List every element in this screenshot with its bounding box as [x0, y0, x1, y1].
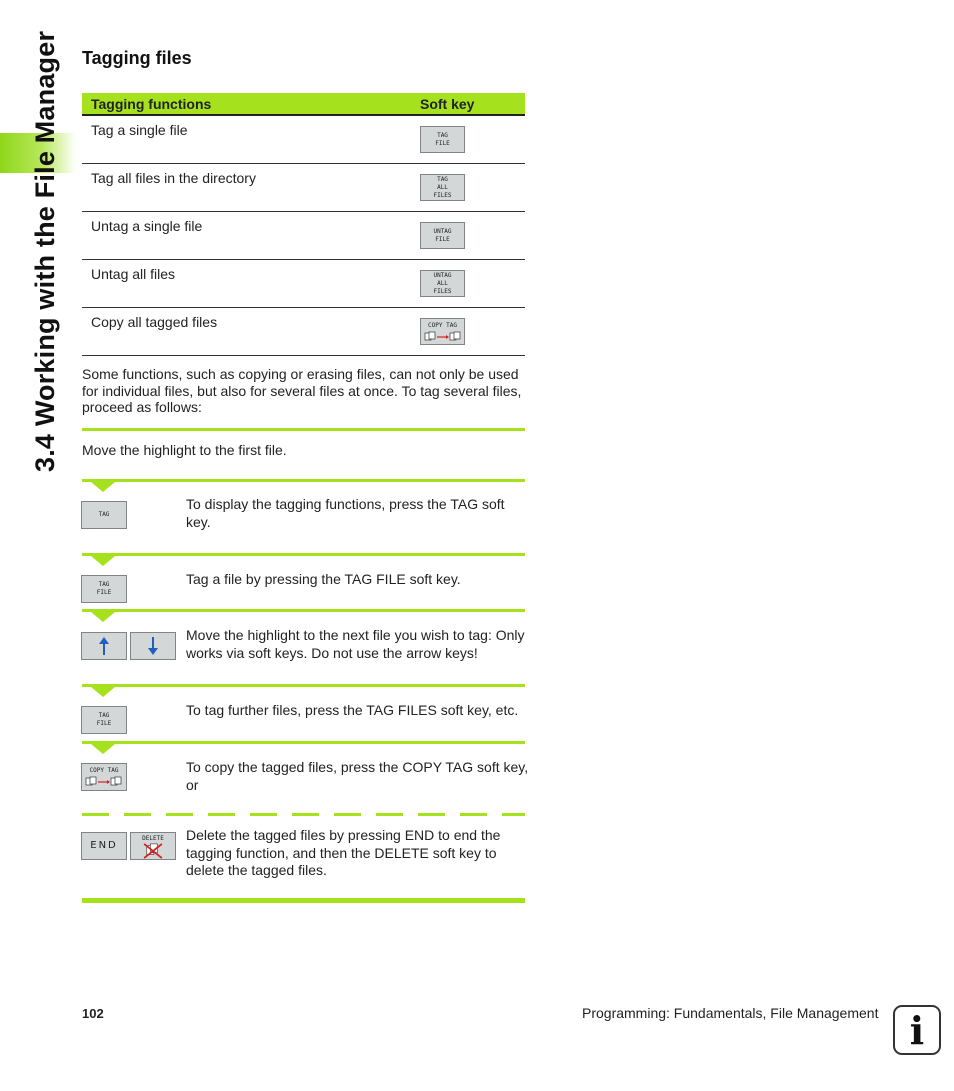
tag-file-softkey[interactable] — [81, 575, 127, 603]
tagging-functions-table — [82, 93, 525, 356]
tag-file-softkey[interactable] — [81, 706, 127, 734]
softkey-line: FILE — [96, 720, 112, 727]
softkey-line: TAG — [98, 511, 110, 518]
arrow-up-icon — [97, 636, 111, 656]
softkey-line: UNTAG — [433, 271, 452, 279]
arrow-up-key[interactable] — [81, 632, 127, 660]
copy-tag-softkey[interactable] — [81, 763, 127, 791]
step-move-next: Move the highlight to the next file you wish to tag: Only works via soft keys. Do not use the arrow keys! — [186, 627, 525, 661]
tag-softkey[interactable] — [81, 501, 127, 529]
end-key-label: END — [90, 840, 118, 851]
softkey-line: TAG — [437, 131, 448, 139]
function-label: Copy all tagged files — [91, 314, 218, 330]
copy-files-icon — [423, 330, 463, 342]
step-divider — [82, 741, 525, 744]
chapter-side-title: 3.4 Working with the File Manager — [30, 30, 60, 472]
softkey-line: COPY TAG — [89, 767, 119, 774]
end-divider — [82, 898, 525, 903]
arrow-down-icon — [146, 636, 160, 656]
table-row — [82, 308, 525, 356]
section-title: Tagging files — [82, 48, 192, 68]
softkey-line: FILES — [433, 287, 452, 295]
table-row — [82, 212, 525, 260]
softkey-line: FILE — [435, 139, 450, 147]
step-move-first: Move the highlight to the first file. — [82, 442, 287, 458]
softkey-line: FILES — [433, 191, 452, 199]
softkey-line: COPY TAG — [428, 322, 457, 329]
header-softkey: Soft key — [420, 95, 475, 112]
step-arrow-icon — [91, 556, 115, 566]
arrow-down-key[interactable] — [130, 632, 176, 660]
table-row — [82, 116, 525, 164]
step-arrow-icon — [91, 482, 115, 492]
softkey-line: TAG — [98, 712, 110, 719]
info-icon: i — [893, 1005, 941, 1055]
softkey-line: FILE — [96, 589, 112, 596]
intro-paragraph: Some functions, such as copying or erasing files, can not only be used for individual files, but also for several files at once. To tag several files, proceed as follows: — [82, 366, 522, 415]
softkey-line: DELETE — [142, 835, 164, 842]
step-tag-further: To tag further files, press the TAG FILES soft key, etc. — [186, 702, 519, 718]
footer-text: Programming: Fundamentals, File Management — [582, 1005, 879, 1021]
tag-file-softkey[interactable] — [420, 126, 465, 153]
function-label: Tag a single file — [91, 122, 188, 138]
delete-softkey[interactable] — [130, 832, 176, 860]
function-label: Untag all files — [91, 266, 176, 282]
page-number: 102 — [82, 1006, 104, 1021]
softkey-line: TAG — [98, 581, 110, 588]
softkey-line: FILE — [435, 235, 450, 243]
function-label: Untag a single file — [91, 218, 203, 234]
step-show-functions: To display the tagging functions, press the TAG soft key. — [186, 496, 505, 530]
copy-files-icon — [84, 775, 124, 787]
function-label: Tag all files in the directory — [91, 170, 256, 186]
step-delete: Delete the tagged files by pressing END to end the tagging function, and then the DELETE soft key to delete the tagged files. — [186, 827, 501, 878]
untag-file-softkey[interactable] — [420, 222, 465, 249]
softkey-line: ALL — [437, 183, 448, 191]
untag-all-files-softkey[interactable] — [420, 270, 465, 297]
header-functions: Tagging functions — [91, 95, 212, 112]
delete-x-icon — [140, 843, 166, 859]
tag-all-files-softkey[interactable] — [420, 174, 465, 201]
alternative-divider — [82, 813, 525, 816]
step-copy: To copy the tagged files, press the COPY TAG soft key, or — [186, 759, 529, 793]
table-row — [82, 260, 525, 308]
softkey-line: UNTAG — [433, 227, 452, 235]
step-divider — [82, 479, 525, 482]
softkey-line: ALL — [437, 279, 448, 287]
copy-tag-softkey[interactable] — [420, 318, 465, 345]
step-divider — [82, 684, 525, 687]
step-arrow-icon — [91, 612, 115, 622]
step-divider — [82, 609, 525, 612]
table-row — [82, 164, 525, 212]
step-divider — [82, 553, 525, 556]
step-arrow-icon — [91, 687, 115, 697]
softkey-line: TAG — [437, 175, 448, 183]
table-header — [82, 93, 525, 116]
end-key[interactable] — [81, 832, 127, 860]
step-tag-file: Tag a file by pressing the TAG FILE soft key. — [186, 571, 461, 587]
step-arrow-icon — [91, 744, 115, 754]
step-divider — [82, 428, 525, 431]
